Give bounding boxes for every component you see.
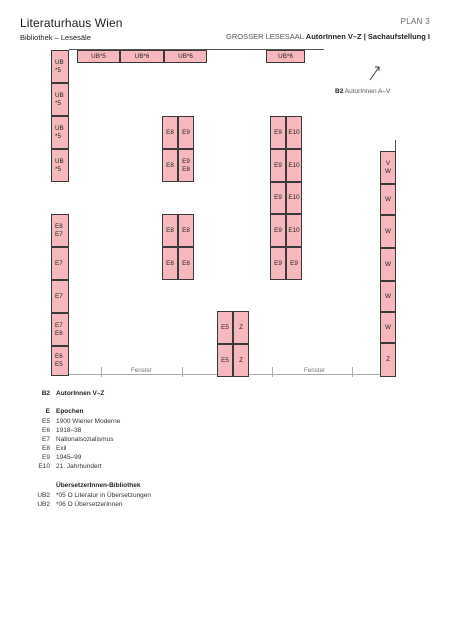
plan-number: PLAN 3	[400, 17, 430, 26]
legend-code: E9	[42, 454, 50, 461]
shelf: E8	[178, 214, 194, 247]
legend-item	[20, 418, 120, 425]
legend-code: UB2	[37, 501, 50, 508]
legend-item	[20, 454, 81, 461]
shelf: UB*6	[120, 50, 164, 63]
shelf: UB*5	[77, 50, 120, 63]
bottom-wall-left	[69, 374, 217, 375]
shelf: E8	[162, 214, 178, 247]
shelf: E9 E8	[178, 149, 194, 182]
legend-item	[20, 492, 151, 499]
legend-code: UB2	[37, 492, 50, 499]
window-mark	[272, 367, 273, 377]
legend-text: ÜbersetzerInnen-Bibliothek	[56, 482, 141, 489]
bottom-wall-right	[249, 374, 380, 375]
annotation-code: B2	[335, 88, 344, 95]
shelf: W	[380, 281, 396, 312]
legend-text: 1900 Wiener Moderne	[56, 418, 121, 425]
shelf: W	[380, 312, 396, 343]
window-mark	[352, 367, 353, 377]
window-label: Fenster	[131, 367, 152, 374]
shelf: V W	[380, 151, 396, 184]
legend-text: 21. Jahrhundert	[56, 463, 102, 470]
shelf: E9	[270, 149, 286, 182]
shelf: E10	[286, 182, 302, 214]
legend-heading	[20, 390, 104, 397]
legend-text: Nationalsozialismus	[56, 436, 114, 443]
shelf: E9	[270, 247, 286, 280]
legend-uebersetzer-heading	[20, 482, 141, 489]
legend-text: Epochen	[56, 408, 84, 415]
window-mark	[182, 367, 183, 377]
shelf: E10	[286, 214, 302, 247]
legend-text: Exil	[56, 445, 67, 452]
shelf: E8	[162, 149, 178, 182]
shelf: W	[380, 184, 396, 215]
annotation-label	[335, 88, 390, 95]
shelf: W	[380, 215, 396, 248]
window-mark	[101, 367, 102, 377]
window-label: Fenster	[304, 367, 325, 374]
shelf: UB*6	[164, 50, 207, 63]
shelf: E6 E5	[51, 346, 69, 376]
legend-item	[20, 501, 122, 508]
legend-item	[20, 463, 102, 470]
room-name: GROSSER LESESAAL	[226, 32, 304, 41]
shelf: Z	[233, 344, 249, 377]
arrow-icon	[368, 64, 382, 82]
legend-item	[20, 436, 113, 443]
legend-text: *05 O Literatur in Übersetzungen	[56, 492, 152, 499]
legend-epochen-heading	[20, 408, 83, 415]
legend-code: E6	[42, 427, 50, 434]
shelf: Z	[380, 343, 396, 377]
legend-code: E8	[42, 445, 50, 452]
page-title: Literaturhaus Wien	[20, 16, 123, 30]
shelf: E9	[286, 247, 302, 280]
legend-text: 1945–99	[56, 454, 82, 461]
shelf: E10	[286, 116, 302, 149]
legend-code: E	[45, 408, 50, 415]
legend-code: E5	[42, 418, 50, 425]
legend-code: E7	[42, 436, 50, 443]
shelf: E5	[217, 344, 233, 377]
legend-text: 1918–38	[56, 427, 82, 434]
page-subtitle: Bibliothek – Lesesäle	[20, 33, 91, 42]
shelf: W	[380, 248, 396, 281]
shelf: E8	[162, 247, 178, 280]
right-wall	[395, 140, 396, 151]
shelf: E10	[286, 149, 302, 182]
legend-text: *06 O ÜbersetzerInnen	[56, 501, 123, 508]
legend-item	[20, 445, 66, 452]
shelf: E8 E7	[51, 214, 69, 247]
annotation-text: AutorInnen A–V	[344, 88, 391, 95]
shelf: UB *5	[51, 116, 69, 149]
shelf: E8	[178, 247, 194, 280]
shelf: E7 E6	[51, 313, 69, 346]
shelf: E8	[162, 116, 178, 149]
legend-code: B2	[41, 390, 50, 397]
section-name: AutorInnen V–Z | Sachaufstellung I	[305, 32, 430, 41]
shelf: UB *5	[51, 83, 69, 116]
shelf: E7	[51, 280, 69, 313]
legend-text: AutorInnen V–Z	[56, 390, 105, 397]
shelf: E9	[270, 182, 286, 214]
shelf: E5	[217, 311, 233, 344]
shelf: E9	[270, 116, 286, 149]
shelf: UB *5	[51, 50, 69, 83]
shelf: E9	[178, 116, 194, 149]
shelf: Z	[233, 311, 249, 344]
shelf: E7	[51, 247, 69, 280]
shelf: UB*6	[266, 50, 305, 63]
shelf: E9	[270, 214, 286, 247]
legend-item	[20, 427, 81, 434]
shelf: UB *5	[51, 149, 69, 182]
legend-code: E10	[38, 463, 50, 470]
